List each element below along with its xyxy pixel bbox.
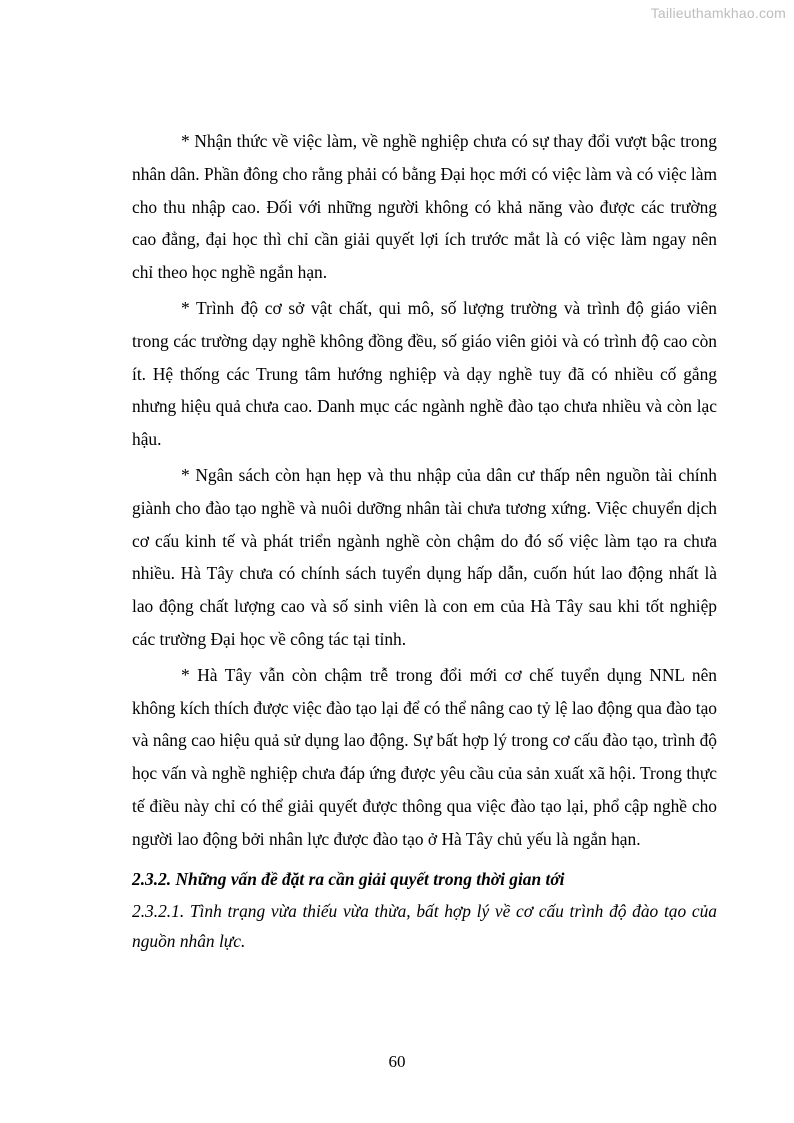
section-heading: 2.3.2. Những vấn đề đặt ra cần giải quyết trong thời gian tới [132,868,565,889]
page-number: 60 [388,1052,406,1071]
paragraph-facilities: * Trình độ cơ sở vật chất, qui mô, số lượng trường và trình độ giáo viên trong các trường dạy nghề không đồng đều, số giáo viên giỏi và có trình độ cao còn ít. Hệ thống các Trung tâm hướng nghiệp và dạy nghề tuy đã có nhiều cố gắng nhưng hiệu quả chưa cao. Danh mục các ngành nghề đào tạo chưa nhiều và còn lạc hậu. [132,297,717,450]
paragraph-awareness: * Nhận thức về việc làm, về nghề nghiệp chưa có sự thay đổi vượt bậc trong nhân dân. Phần đông cho rằng phải có bằng Đại học mới có việc làm và có việc làm cho thu nhập cao. Đối với những người không có khả năng vào được các trường cao đẳng, đại học thì chỉ cần giải quyết lợi ích trước mắt là có việc làm ngay nên chỉ theo học nghề ngắn hạn. [132,131,717,283]
watermark: Tailieuthamkhao.com [650,5,786,21]
paragraph-budget: * Ngân sách còn hạn hẹp và thu nhập của dân cư thấp nên nguồn tài chính giành cho đào tạo nghề và nuôi dưỡng nhân tài chưa tương xứng. Việc chuyển dịch cơ cấu kinh tế và phát triển ngành nghề còn chậm do đó số việc làm tạo ra chưa nhiều. Hà Tây chưa có chính sách tuyển dụng hấp dẫn, cuốn hút lao động nhất là lao động chất lượng cao và số sinh viên là con em của Hà Tây sau khi tốt nghiệp các trường Đại học về công tác tại tỉnh. [132,464,717,649]
paragraph-recruitment: * Hà Tây vẫn còn chậm trễ trong đổi mới cơ chế tuyển dụng NNL nên không kích thích được việc đào tạo lại để có thể nâng cao tỷ lệ lao động qua đào tạo và nâng cao hiệu quả sử dụng lao động. Sự bất hợp lý trong cơ cấu đào tạo, trình độ học vấn và nghề nghiệp chưa đáp ứng được yêu cầu của sản xuất xã hội. Trong thực tế điều này chỉ có thể giải quyết được thông qua việc đào tạo lại, phổ cập nghề cho người lao động bởi nhân lực được đào tạo ở Hà Tây chủ yếu là ngắn hạn. [132,664,717,849]
subsection-heading: 2.3.2.1. Tình trạng vừa thiếu vừa thừa, bất hợp lý về cơ cấu trình độ đào tạo của nguồn nhân lực. [132,900,717,951]
page-body [132,125,717,956]
